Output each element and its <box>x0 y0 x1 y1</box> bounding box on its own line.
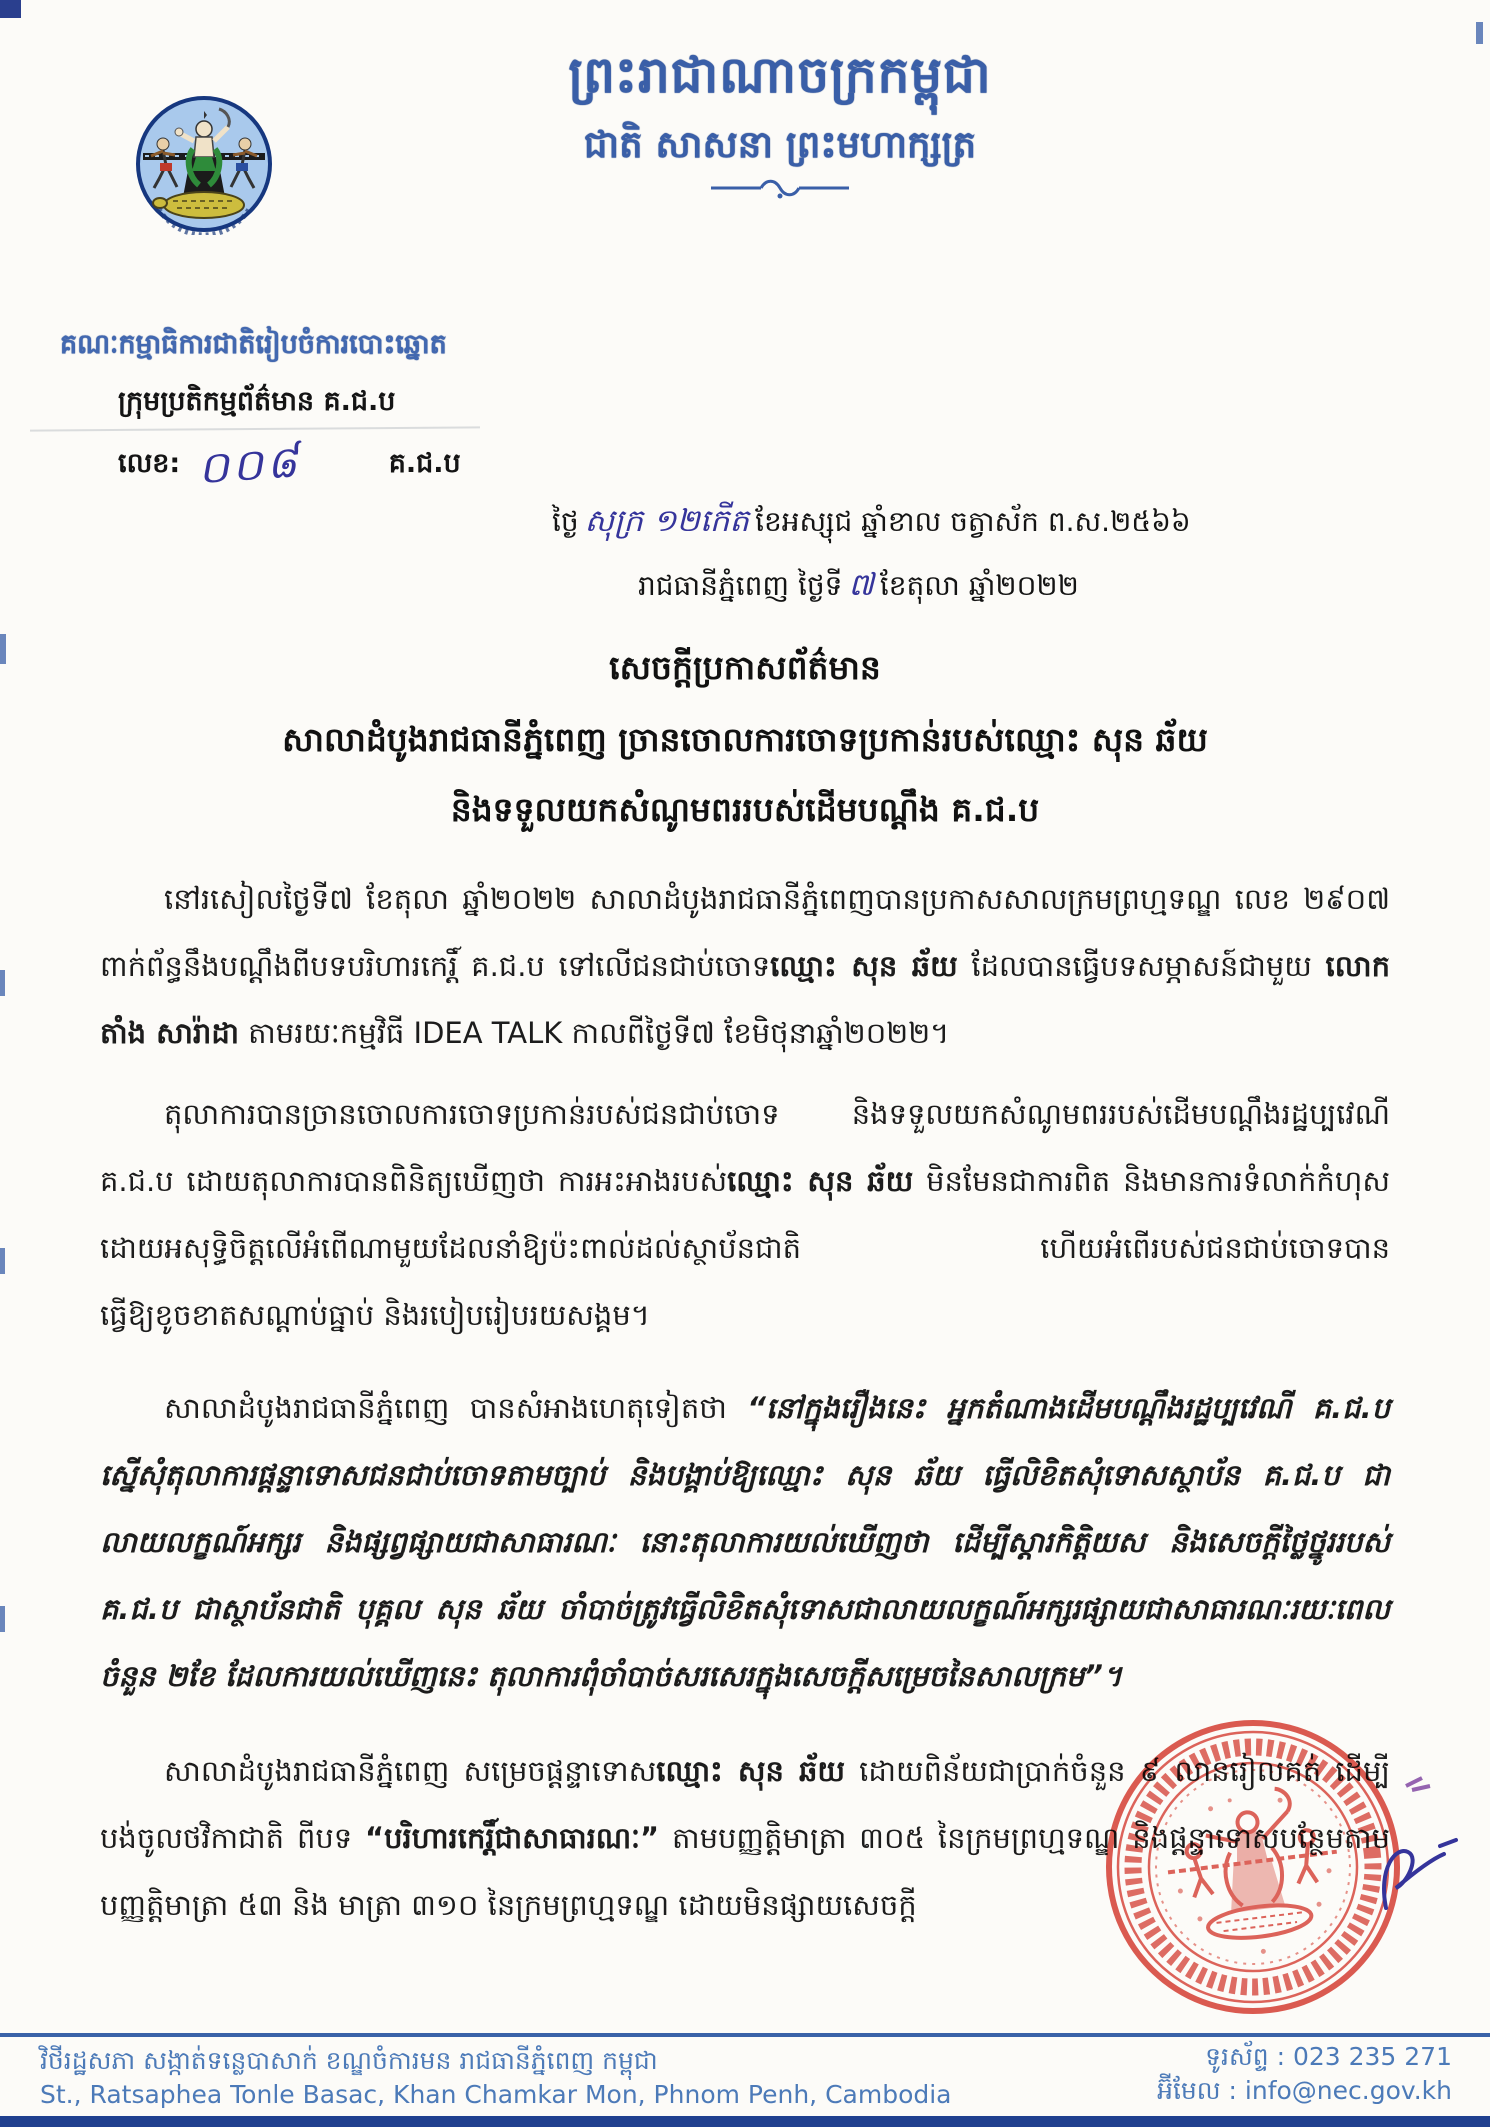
court-quote: “នៅក្នុងរឿងនេះ អ្នកតំណាងដើមបណ្តឹងរដ្ឋប្បវេណី គ.ជ.ប ស្នើសុំតុលាការផ្តន្ទាទោសជនជាប់ចោទតាមច្បាប់ និងបង្គាប់ឱ្យឈ្មោះ សុន ឆ័យ ធ្វើលិខិតសុំទោសស្ថាប័ន គ.ជ.ប ជាលាយលក្ខណ៍អក្សរ និងផ្សព្វផ្សាយជាសាធារណៈ នោះតុលាការយល់ឃើញថា ដើម្បីស្តារកិត្តិយស និងសេចក្តីថ្លៃថ្នូររបស់ គ.ជ.ប ជាស្ថាប័នជាតិ បុគ្គល សុន ឆ័យ ចាំបាច់ត្រូវធ្វើលិខិតសុំទោសជាលាយលក្ខណ៍អក្សរផ្សាយជាសាធារណៈរយៈពេលចំនួន ២ខែ ដែលការយល់ឃើញនេះ តុលាការពុំចាំបាច់សរសេរក្នុងសេចក្តីសម្រេចនៃសាលក្រម”។ <box>100 1391 1390 1693</box>
scan-artifact <box>0 1606 5 1632</box>
kingdom-motto: ជាតិ សាសនា ព្រះមហាក្សត្រ <box>583 123 977 166</box>
department-name: ក្រុមប្រតិកម្មព័ត៌មាន គ.ជ.ប <box>118 386 396 417</box>
email-label: អ៊ីមែល : <box>1157 2076 1245 2105</box>
body-paragraph-1 <box>100 866 1390 1067</box>
scan-artifact <box>0 970 5 996</box>
p1-text: នៅរសៀលថ្ងៃទី៧ ខែតុលា ឆ្នាំ២០២២ សាលាដំបូងរាជធានីភ្នំពេញបានប្រកាសសាលក្រមព្រហ្មទណ្ឌ លេខ ២៩០៧ ពាក់ព័ន្ធនឹងបណ្តឹងពីបទបរិហារកេរ្តិ៍ គ.ជ.ប ទៅលើជនជាប់ចោទ <box>100 882 1390 983</box>
phone-value: 023 235 271 <box>1292 2042 1452 2071</box>
title-line-2: សាលាដំបូងរាជធានីភ្នំពេញ ច្រានចោលការចោទប្រកាន់របស់ឈ្មោះ សុន ឆ័យ <box>282 720 1208 759</box>
defendant-name: ឈ្មោះ សុន ឆ័យ <box>727 1164 914 1198</box>
body-paragraph-3 <box>100 1375 1390 1710</box>
title-line-1: សេចក្តីប្រកាសព័ត៌មាន <box>609 648 881 687</box>
defendant-name: ឈ្មោះ សុន ឆ័យ <box>656 1754 845 1788</box>
body-paragraph-2 <box>100 1081 1390 1349</box>
scan-artifact <box>1476 22 1483 44</box>
footer-address-english: St., Ratsaphea Tonle Basac, Khan Chamkar Mon, Phnom Penh, Cambodia <box>40 2080 952 2109</box>
phone-label: ទូរស័ព្ទ : <box>1205 2042 1293 2071</box>
p4-text: តាមបញ្ញត្តិមាត្រា ៣០៥ នៃក្រមព្រហ្មទណ្ឌ និងផ្តន្ទាទោសបន្ថែមតាមបញ្ញត្តិមាត្រា ៥៣ និង មាត្រា ៣១០ នៃក្រមព្រហ្មទណ្ឌ ដោយមិនផ្សាយសេចក្តី <box>100 1821 1390 1922</box>
charge-name: “បរិហារកេរ្តិ៍ជាសាធារណៈ” <box>365 1821 660 1855</box>
number-label: លេខ: <box>118 448 181 479</box>
kingdom-title: ព្រះរាជាណាចក្រកម្ពុជា <box>568 46 992 104</box>
date-line-civil <box>638 566 1079 611</box>
p4-text: សាលាដំបូងរាជធានីភ្នំពេញ សម្រេចផ្តន្ទាទោស <box>164 1754 657 1788</box>
p1-text: តាមរយៈកម្មវិធី IDEA TALK កាលពីថ្ងៃទី៧ ខែមិថុនាឆ្នាំ២០២២។ <box>238 1016 950 1050</box>
footer-email <box>1157 2076 1452 2112</box>
bottom-page-bar <box>0 2116 1490 2127</box>
handwritten-lunar-date: សុក្រ ១២កើត <box>584 503 750 539</box>
date-prefix-2: រាជធានីភ្នំពេញ ថ្ងៃទី <box>638 569 843 602</box>
interviewer-name: លោក តាំង សារ៉ាដា <box>100 949 1390 1050</box>
footer-phone <box>1205 2042 1452 2078</box>
footer-divider <box>0 2033 1490 2037</box>
number-suffix: គ.ជ.ប <box>388 448 461 479</box>
motto-ornament-icon <box>705 178 855 204</box>
scan-crease <box>30 426 480 431</box>
p4-text: ដោយពិន័យជាប្រាក់ចំនួន ៩ លានរៀលគត់ ដើម្បីបង់ចូលថវិកាជាតិ ពីបទ <box>100 1754 1390 1855</box>
date-suffix: ខែអស្សុជ ឆ្នាំខាល ចត្វាស័ក ព.ស.២៥៦៦ <box>755 505 1191 538</box>
p2-text: តុលាការបានច្រានចោលការចោទប្រកាន់របស់ជនជាប់ចោទ និងទទួលយកសំណូមពររបស់ដើមបណ្តឹងរដ្ឋប្បវេណី គ.ជ.ប ដោយតុលាការបានពិនិត្យឃើញថា ការអះអាងរបស់ <box>100 1097 1390 1198</box>
p3-lead: សាលាដំបូងរាជធានីភ្នំពេញ បានសំអាងហេតុទៀតថា <box>164 1391 748 1425</box>
nec-emblem-icon <box>133 93 275 239</box>
email-value: info@nec.gov.kh <box>1244 2076 1452 2105</box>
scan-artifact-corner <box>0 0 21 18</box>
date-line-lunar <box>552 502 1191 547</box>
document-number-row <box>118 438 461 502</box>
date-prefix: ថ្ងៃ <box>552 505 579 538</box>
title-line-3: និងទទួលយកសំណូមពររបស់ដើមបណ្តឹង គ.ជ.ប <box>450 790 1040 829</box>
footer-address-khmer: វិថីរដ្ឋសភា សង្កាត់ទន្លេបាសាក់ ខណ្ឌចំការមន រាជធានីភ្នំពេញ កម្ពុជា <box>40 2046 658 2075</box>
scan-artifact <box>0 1248 5 1274</box>
document-title-block <box>0 648 1490 838</box>
committee-name: គណៈកម្មាធិការជាតិរៀបចំការបោះឆ្នោត <box>60 329 447 360</box>
handwritten-number: ០០៨ <box>196 436 303 495</box>
date-suffix-2: ខែតុលា ឆ្នាំ២០២២ <box>879 569 1079 602</box>
signature-initial-icon <box>1352 1768 1472 1928</box>
p1-text: ដែលបានធ្វើបទសម្ភាសន៍ជាមួយ <box>957 949 1326 983</box>
p2-text: មិនមែនជាការពិត និងមានការទំលាក់កំហុសដោយអសុទ្ធិចិត្តលើអំពើណាមួយដែលនាំឱ្យប៉ះពាល់ដល់ស្ថាប័នជាតិ ហើយអំពើរបស់ជនជាប់ចោទបានធ្វើឱ្យខូចខាតសណ្តាប់ធ្នាប់ និងរបៀបរៀបរយសង្គម។ <box>100 1164 1390 1332</box>
handwritten-day: ៧ <box>848 567 874 603</box>
defendant-name: ឈ្មោះ សុន ឆ័យ <box>770 949 958 983</box>
